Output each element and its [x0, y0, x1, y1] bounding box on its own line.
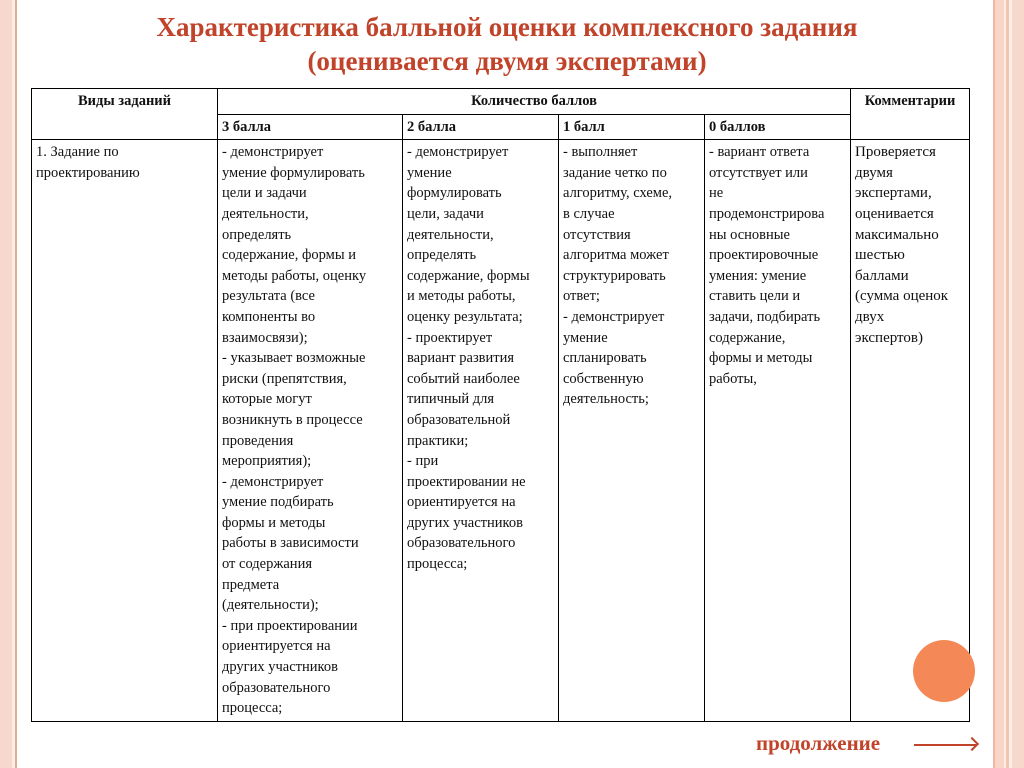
cell-text-line: деятельность;	[563, 391, 649, 408]
cell-text-line: методы работы, оценку	[222, 267, 367, 284]
right-decor-stripe	[993, 0, 995, 768]
cell-text-line: работы в зависимости	[222, 535, 359, 552]
cell-text-line: определять	[407, 247, 477, 264]
cell-text-line: содержание, формы и	[222, 247, 356, 264]
cell-text-line: - демонстрирует	[563, 308, 665, 325]
cell-text-line: образовательного	[222, 679, 331, 696]
right-decor-stripe	[1012, 0, 1024, 768]
cell-text-line: проектированию	[36, 164, 140, 181]
right-decor-stripe	[1009, 0, 1012, 768]
cell-text-line: от содержания	[222, 556, 312, 573]
cell-text-line: задачи, подбирать	[709, 308, 821, 325]
cell-text-line: ны основные	[709, 226, 790, 243]
cell-text-line: деятельности,	[407, 226, 494, 243]
cell-text-line: проведения	[222, 432, 294, 449]
decorative-circle	[913, 640, 975, 702]
cell-text-line: других участников	[407, 514, 523, 531]
cell-text-line: деятельности,	[222, 205, 309, 222]
cell-text-line: оценку результата;	[407, 308, 523, 325]
cell-text-line: компоненты во	[222, 308, 316, 325]
cell-text-line: мероприятия);	[222, 453, 312, 470]
cell-text-line: экспертов)	[855, 329, 923, 346]
cell-text-line: (деятельности);	[222, 597, 319, 614]
cell-text-line: процесса;	[407, 556, 468, 573]
cell-text-line: 1. Задание по	[36, 144, 119, 161]
slide-title	[40, 10, 974, 78]
cell-text-line: - выполняет	[563, 144, 638, 161]
header-0-points: 0 баллов	[705, 114, 851, 140]
header-2-points: 2 балла	[403, 114, 559, 140]
header-1-point: 1 балл	[559, 114, 705, 140]
cell-text-line: цели, задачи	[407, 205, 484, 222]
cell-text-line: - при проектировании	[222, 617, 358, 634]
cell-text-line: процесса;	[222, 700, 283, 717]
cell-text-line: умение	[563, 329, 608, 346]
cell-text-line: которые могут	[222, 391, 312, 408]
cell-text-line: собственную	[563, 370, 644, 387]
cell-text-line: ориентируется на	[407, 494, 516, 511]
cell-2-points	[403, 140, 559, 722]
cell-text-line: ставить цели и	[709, 288, 801, 305]
cell-1-point	[559, 140, 705, 722]
cell-text-line: - при	[407, 453, 439, 470]
cell-comment	[851, 140, 970, 722]
cell-text-line: - проектирует	[407, 329, 493, 346]
cell-text-line: ответ;	[563, 288, 600, 305]
cell-text-line: определять	[222, 226, 292, 243]
cell-text-line: формы и методы	[222, 514, 326, 531]
cell-text-line: умение	[407, 164, 452, 181]
cell-text-line: и методы работы,	[407, 288, 516, 305]
cell-text-line: ориентируется на	[222, 638, 331, 655]
header-points-count: Количество баллов	[218, 89, 851, 115]
cell-text-line: умения: умение	[709, 267, 807, 284]
cell-text-line: экспертами,	[855, 185, 932, 202]
cell-text-line: других участников	[222, 659, 338, 676]
cell-text-line: задание четко по	[563, 164, 667, 181]
cell-text-line: спланировать	[563, 350, 647, 367]
cell-text-line: формы и методы	[709, 350, 813, 367]
cell-text-line: предмета	[222, 576, 280, 593]
cell-text-line: взаимосвязи);	[222, 329, 308, 346]
cell-text-line: отсутствия	[563, 226, 631, 243]
cell-text-line: двумя	[855, 164, 893, 181]
cell-text-line: работы,	[709, 370, 757, 387]
cell-text-line: умение формулировать	[222, 164, 365, 181]
table-row	[32, 140, 970, 722]
cell-text-line: практики;	[407, 432, 469, 449]
slide-title-line-1: Характеристика балльной оценки комплексного задания	[156, 12, 858, 42]
cell-text-line: алгоритму, схеме,	[563, 185, 673, 202]
cell-text-line: результата (все	[222, 288, 315, 305]
table-header-row	[32, 89, 970, 115]
cell-text-line: - демонстрирует	[407, 144, 509, 161]
cell-text-line: (сумма оценок	[855, 288, 949, 305]
right-decor-stripe	[995, 0, 1004, 768]
arrow-right-icon[interactable]	[914, 744, 976, 746]
cell-text-line: цели и задачи	[222, 185, 307, 202]
cell-3-points	[218, 140, 403, 722]
cell-task	[32, 140, 218, 722]
right-decor-stripe	[1006, 0, 1009, 768]
cell-text-line: баллами	[855, 267, 909, 284]
continuation-link[interactable]: продолжение	[756, 731, 881, 755]
cell-text-line: образовательного	[407, 535, 516, 552]
cell-text-line: типичный для	[407, 391, 495, 408]
cell-text-line: структурировать	[563, 267, 666, 284]
right-decor-stripe	[1004, 0, 1006, 768]
cell-text-line: содержание,	[709, 329, 786, 346]
header-3-points: 3 балла	[218, 114, 403, 140]
cell-text-line: проектировочные	[709, 247, 819, 264]
cell-text-line: - указывает возможные	[222, 350, 366, 367]
header-task-types: Виды заданий	[32, 89, 218, 140]
cell-text-line: в случае	[563, 205, 615, 222]
cell-text-line: - вариант ответа	[709, 144, 810, 161]
cell-text-line: вариант развития	[407, 350, 515, 367]
cell-text-line: оценивается	[855, 205, 934, 222]
cell-text-line: шестью	[855, 247, 905, 264]
cell-text-line: содержание, формы	[407, 267, 530, 284]
cell-text-line: проектировании не	[407, 473, 526, 490]
cell-text-line: алгоритма может	[563, 247, 669, 264]
cell-text-line: формулировать	[407, 185, 502, 202]
cell-text-line: риски (препятствия,	[222, 370, 347, 387]
scoring-table	[31, 88, 970, 722]
cell-text-line: максимально	[855, 226, 939, 243]
cell-text-line: продемонстрирова	[709, 205, 825, 222]
header-comments: Комментарии	[851, 89, 970, 140]
cell-text-line: не	[709, 185, 724, 202]
cell-text-line: возникнуть в процессе	[222, 411, 363, 428]
left-decor-stripe	[15, 0, 17, 768]
cell-text-line: Проверяется	[855, 144, 936, 161]
cell-text-line: умение подбирать	[222, 494, 334, 511]
cell-text-line: двух	[855, 308, 885, 325]
cell-text-line: образовательной	[407, 411, 511, 428]
cell-text-line: - демонстрирует	[222, 144, 324, 161]
slide-title-line-2: (оценивается двумя экспертами)	[307, 46, 707, 76]
cell-text-line: событий наиболее	[407, 370, 520, 387]
left-decor-stripe	[0, 0, 12, 768]
cell-text-line: отсутствует или	[709, 164, 808, 181]
cell-0-points	[705, 140, 851, 722]
cell-text-line: - демонстрирует	[222, 473, 324, 490]
